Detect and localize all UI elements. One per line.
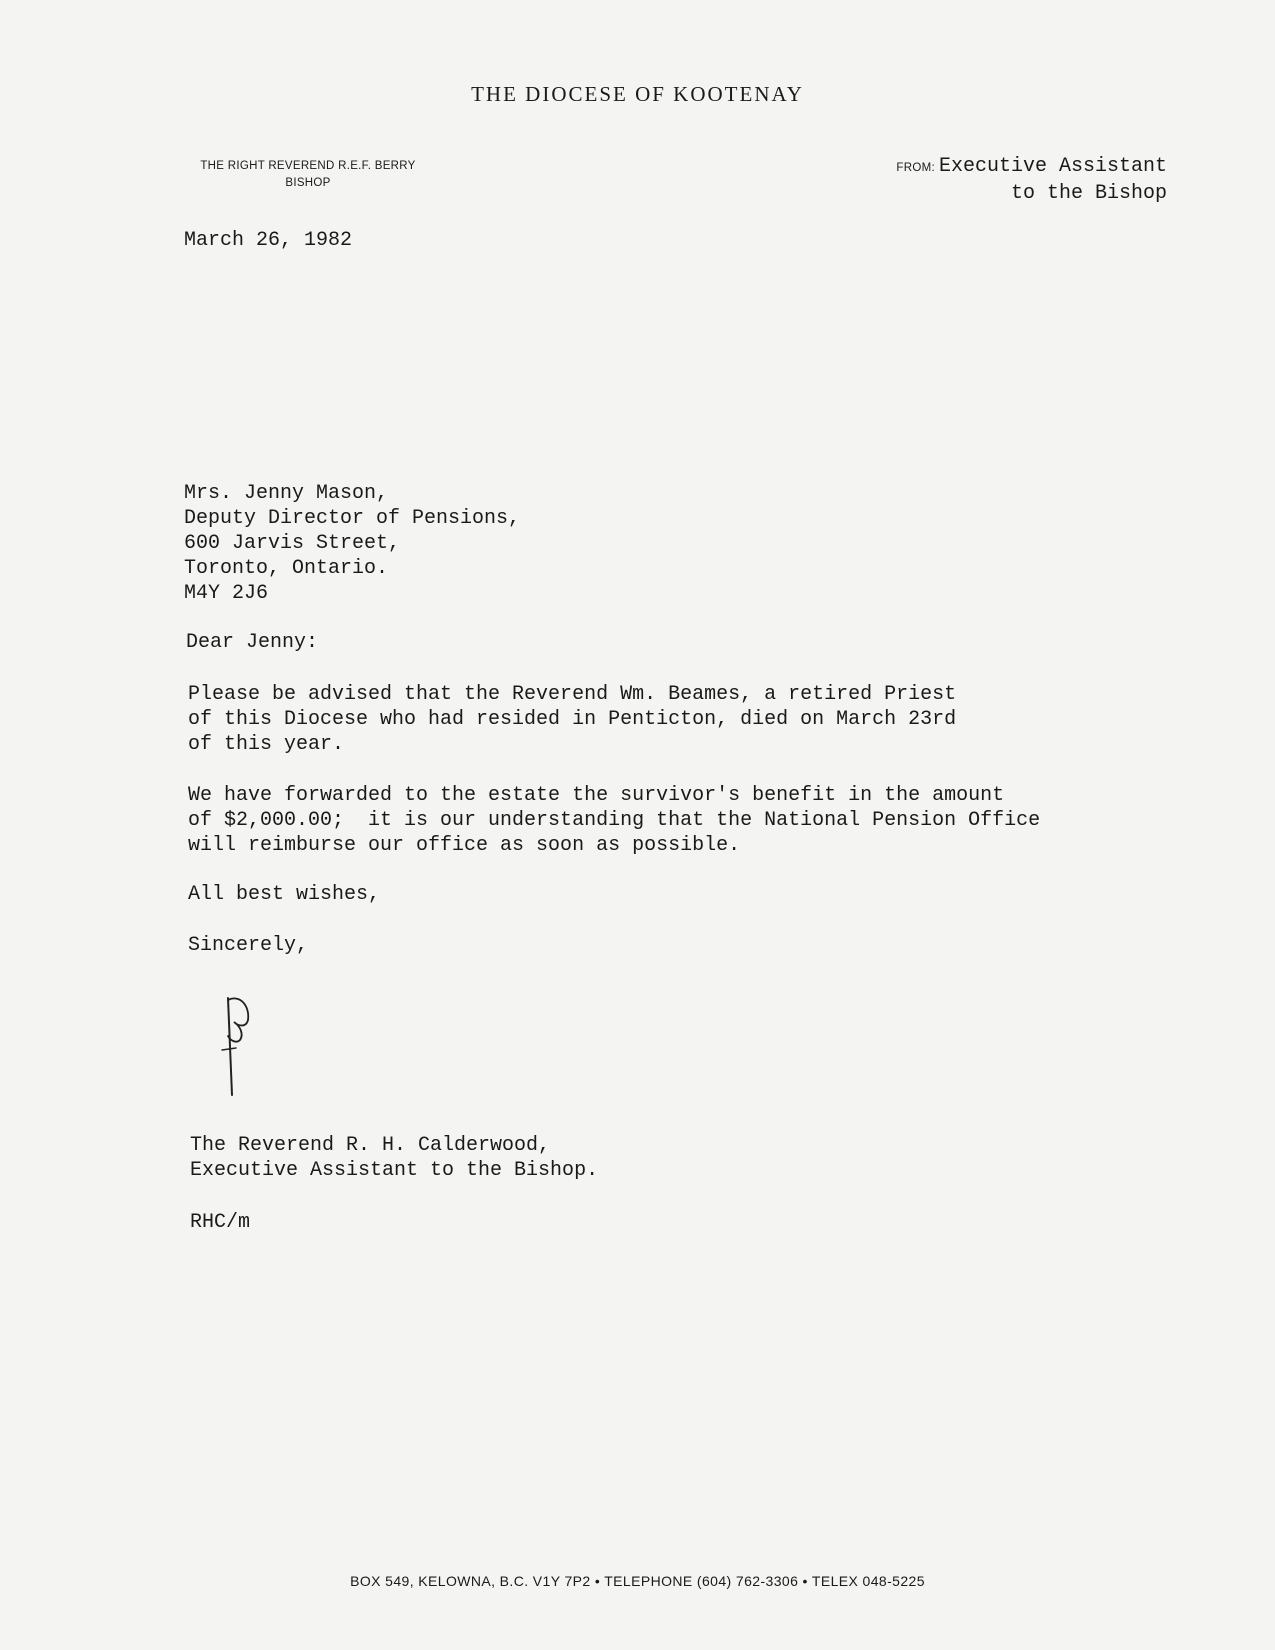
address-line: M4Y 2J6 [184,582,269,605]
paragraph-line: of $2,000.00; it is our understanding that the National Pension Office [188,809,1041,832]
address-line: Deputy Director of Pensions, [184,507,521,530]
paragraph-line: Please be advised that the Reverend Wm. Beames, a retired Priest [188,683,957,706]
paragraph-line: We have forwarded to the estate the survivor's benefit in the amount [188,784,1005,807]
letterhead-footer: BOX 549, KELOWNA, B.C. V1Y 7P2 • TELEPHONE (604) 762-3306 • TELEX 048-5225 [350,1573,925,1589]
signatory-title: Executive Assistant to the Bishop. [190,1159,599,1182]
reference-initials: RHC/m [190,1211,251,1234]
handwritten-signature [218,990,268,1105]
salutation: Dear Jenny: [186,631,319,654]
closing-wishes: All best wishes, [188,883,381,906]
letterhead-title: THE DIOCESE OF KOOTENAY [471,82,804,106]
bishop-block [183,158,433,192]
valediction: Sincerely, [188,934,309,957]
address-line: Mrs. Jenny Mason, [184,482,389,505]
paragraph-line: will reimburse our office as soon as possible. [188,834,741,857]
address-line: Toronto, Ontario. [184,557,389,580]
paragraph-line: of this Diocese who had resided in Penticton, died on March 23rd [188,708,957,731]
body-paragraph-2 [188,783,1188,858]
paragraph-line: of this year. [188,733,345,756]
from-line-1: Executive Assistant [938,155,1167,178]
bishop-name: THE RIGHT REVEREND R.E.F. BERRY [200,160,416,172]
from-block [896,154,1167,207]
bishop-title: BISHOP [285,177,331,189]
recipient-address [184,481,520,606]
address-line: 600 Jarvis Street, [184,532,401,555]
letter-date: March 26, 1982 [184,229,353,252]
signatory-name: The Reverend R. H. Calderwood, [190,1134,551,1157]
body-paragraph-1 [188,682,1188,757]
from-label: FROM: [896,162,935,174]
from-line-2: to the Bishop [1010,182,1167,205]
signatory-block [190,1133,598,1183]
